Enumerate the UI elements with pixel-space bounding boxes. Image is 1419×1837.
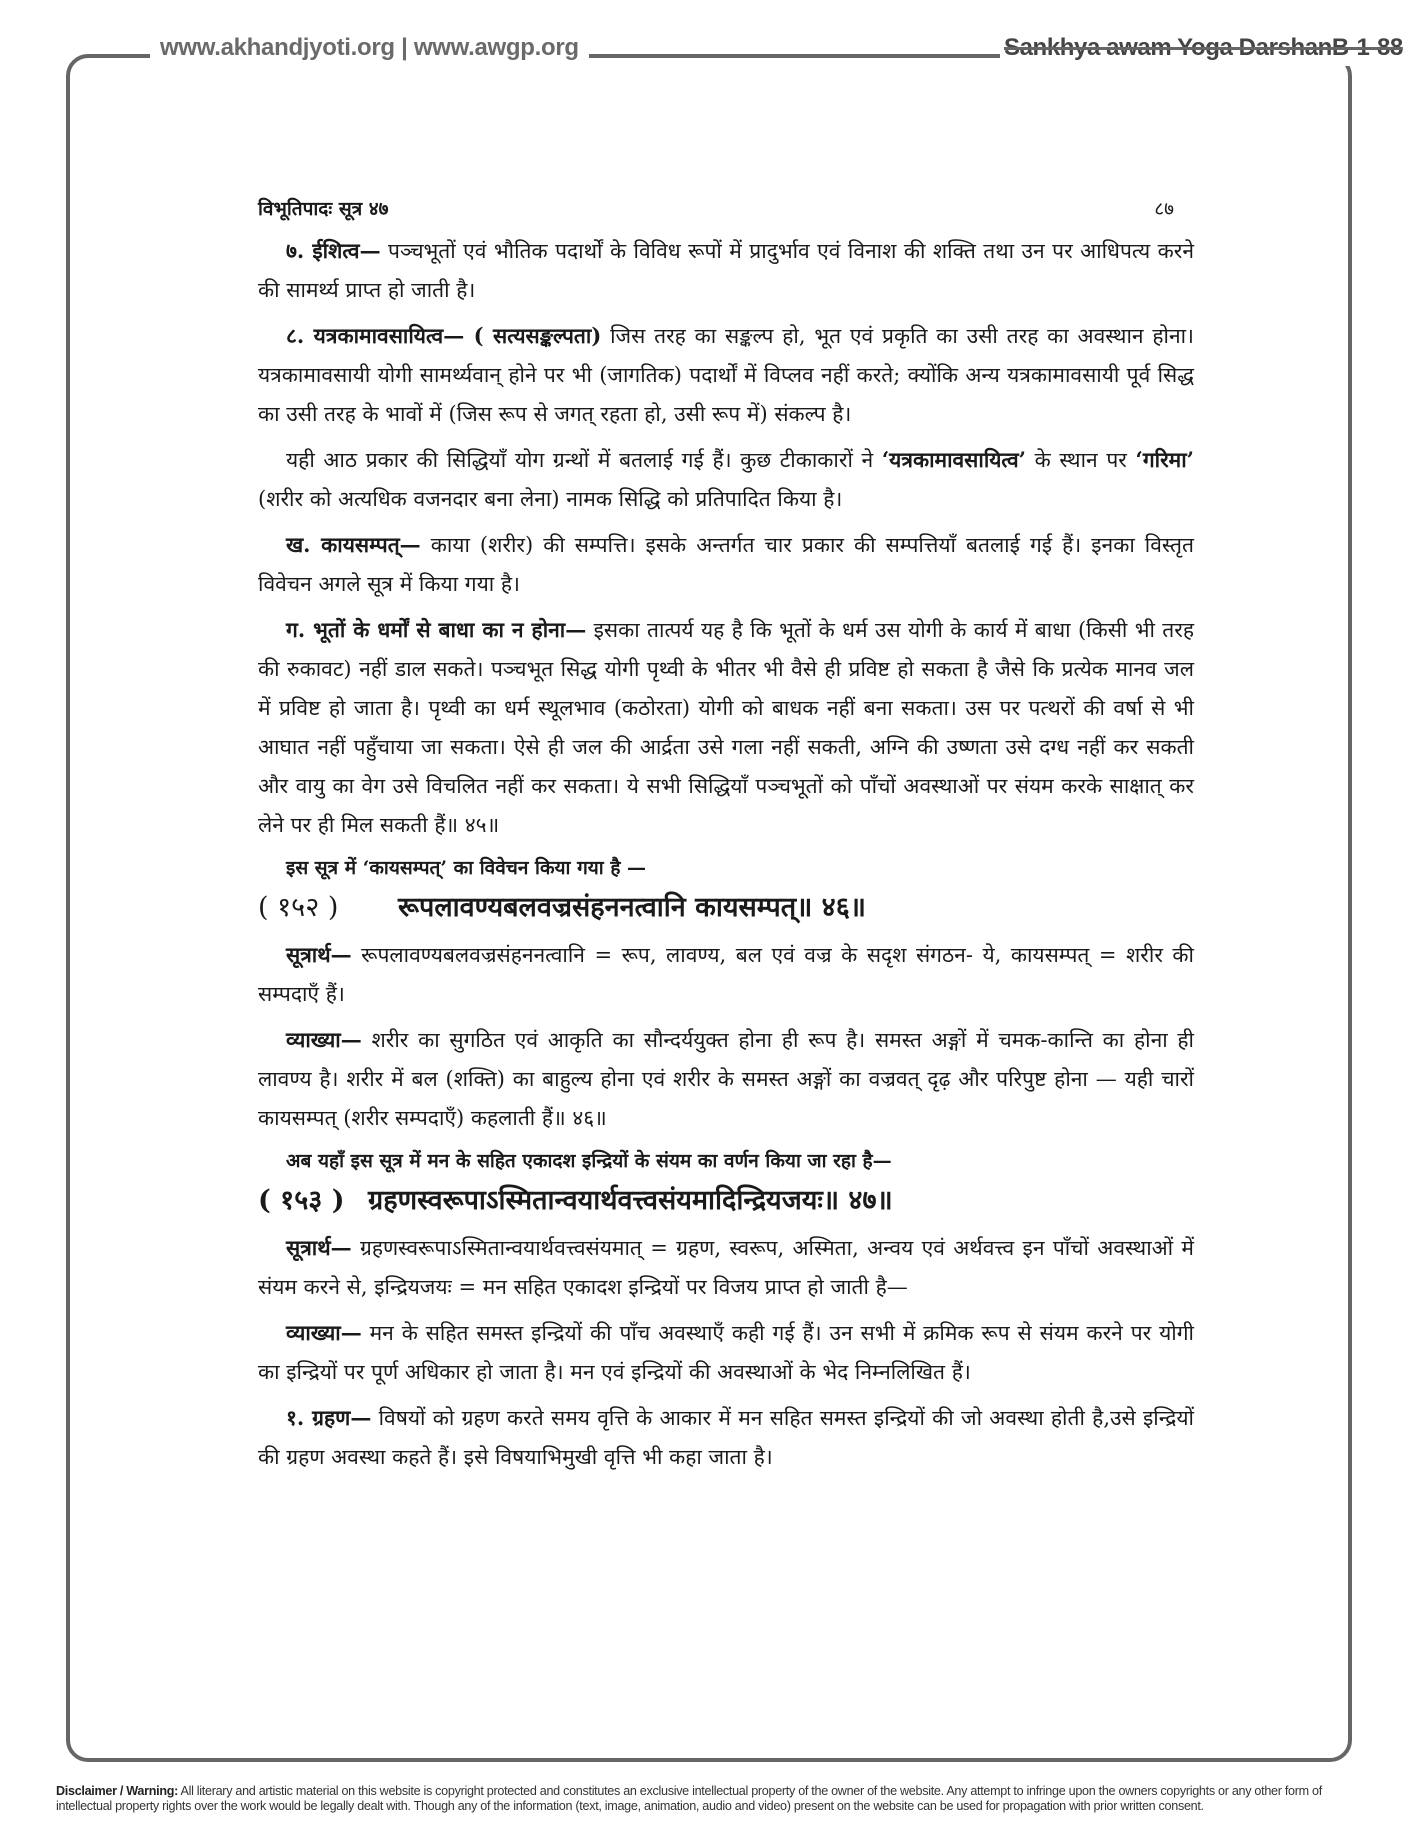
paragraph-text: जिस तरह का सङ्कल्प हो, भूत एवं प्रकृति का उसी तरह का अवस्थान होना। यत्रकामावसायी योगी सामर्थ्यवान् होने पर भी (जागतिक) पदार्थों में विप्लव नहीं करते; क्योंकि अन्य यत्रकामावसायी पूर्व सिद्ध का उसी तरह के भावों में (जिस रूप से जगत् रहता हो, उसी रूप में) संकल्प है।	[258, 324, 1194, 426]
paragraph-kayasampat	[258, 525, 1194, 604]
term-label: व्याख्या—	[286, 1320, 362, 1345]
sutra-text: ग्रहणस्वरूपाऽस्मितान्वयार्थवत्त्वसंयमादिन्द्रियजयः॥ ४७॥	[368, 1185, 893, 1216]
website-header: www.akhandjyoti.org | www.awgp.org	[150, 30, 589, 66]
term-label: ख. कायसम्पत्—	[286, 532, 421, 557]
paragraph-yatrakamavasayitva	[258, 316, 1194, 434]
paragraph-text: के स्थान पर	[1026, 448, 1136, 472]
term-label: ७. ईशित्व—	[286, 238, 381, 263]
term-label: ८. यत्रकामावसायित्व— ( सत्यसङ्कल्पता)	[286, 323, 602, 348]
page-content	[258, 195, 1194, 1483]
running-head	[258, 195, 1194, 221]
sutra-153-grahana	[258, 1398, 1194, 1477]
disclaimer-text: All literary and artistic material on this website is copyright protected and constitutes an exclusive intellectual property of the owner of the website. Any attempt to infringe upon the owners copyrights or any other form of intellectual property rights over the work would be legally dealt with. Though any of the information (text, image, animation, audio and video) present on the website can be used for propagation with prior written consent.	[56, 1784, 1322, 1813]
disclaimer-label: Disclaimer / Warning:	[56, 1784, 178, 1798]
book-title-header	[1000, 30, 1409, 66]
sutra-153-heading	[258, 1178, 1194, 1224]
sutra-153-sutrartha	[258, 1228, 1194, 1307]
sutra-153-vyakhya	[258, 1313, 1194, 1392]
term-label: ‘यत्रकामावसायित्व’	[881, 447, 1026, 472]
sutra-text: रूपलावण्यबलवज्रसंहननत्वानि कायसम्पत्॥ ४६॥	[398, 892, 866, 923]
paragraph-eight-siddhis	[258, 440, 1194, 519]
term-label: ग. भूतों के धर्मों से बाधा का न होना—	[286, 617, 587, 642]
page-number: ८७	[1154, 198, 1174, 220]
paragraph-text: पञ्चभूतों एवं भौतिक पदार्थों के विविध रूपों में प्रादुर्भाव एवं विनाश की शक्ति तथा उन पर आधिपत्य करने की सामर्थ्य प्राप्त हो जाती है।	[258, 239, 1194, 302]
paragraph-text: यही आठ प्रकार की सिद्धियाँ योग ग्रन्थों में बतलाई गई हैं। कुछ टीकाकारों ने	[286, 448, 882, 472]
term-label: १. ग्रहण—	[286, 1405, 372, 1430]
chapter-reference: विभूतिपादः सूत्र ४७	[258, 198, 389, 220]
sutra-152-intro: इस सूत्र में ‘कायसम्पत्’ का विवेचन किया गया है —	[286, 857, 647, 879]
paragraph-text: शरीर का सुगठित एवं आकृति का सौन्दर्ययुक्त होना ही रूप है। समस्त अङ्गों में चमक-कान्ति का होना ही लावण्य है। शरीर में बल (शक्ति) का बाहुल्य होना एवं शरीर के समस्त अङ्गों का वज्रवत् दृढ़ और परिपुष्ट होना — यही चारों कायसम्पत् (शरीर सम्पदाएँ) कहलाती हैं॥ ४६॥	[258, 1028, 1194, 1130]
paragraph-text: इसका तात्पर्य यह है कि भूतों के धर्म उस योगी के कार्य में बाधा (किसी भी तरह की रुकावट) नहीं डाल सकते। पञ्चभूत सिद्ध योगी पृथ्वी के भीतर भी वैसे ही प्रविष्ट हो सकता है जैसे कि प्रत्येक मानव जल में प्रविष्ट हो जाता है। पृथ्वी का धर्म स्थूलभाव (कठोरता) योगी को बाधक नहीं बना सकता। उस पर पत्थरों की वर्षा से भी आघात नहीं पहुँचाया जा सकता। ऐसे ही जल की आर्द्रता उसे गला नहीं सकती, अग्नि की उष्णता उसे दग्ध नहीं कर सकती और वायु का वेग उसे विचलित नहीं कर सकता। ये सभी सिद्धियाँ पञ्चभूतों को पाँचों अवस्थाओं पर संयम करके साक्षात् कर लेने पर ही मिल सकती हैं॥ ४५॥	[258, 618, 1194, 837]
term-label: व्याख्या—	[286, 1027, 362, 1052]
sutra-152-heading	[258, 885, 1194, 931]
book-title-text: Sankhya awam Yoga DarshanB-1-88	[1004, 34, 1403, 61]
sutra-152-sutrartha	[258, 935, 1194, 1014]
paragraph-bhuta-dharma	[258, 610, 1194, 845]
paragraph-text: ग्रहणस्वरूपाऽस्मितान्वयार्थवत्त्वसंयमात् = ग्रहण, स्वरूप, अस्मिता, अन्वय एवं अर्थवत्त्व इन पाँचों अवस्थाओं में संयम करने से, इन्द्रियजयः = मन सहित एकादश इन्द्रियों पर विजय प्राप्त हो जाती है—	[258, 1236, 1194, 1299]
paragraph-text: (शरीर को अत्यधिक वजनदार बना लेना) नामक सिद्धि को प्रतिपादित किया है।	[258, 487, 843, 511]
term-label: सूत्रार्थ—	[286, 1235, 352, 1260]
term-label: सूत्रार्थ—	[286, 942, 352, 967]
paragraph-ishitva	[258, 231, 1194, 310]
paragraph-text: मन के सहित समस्त इन्द्रियों की पाँच अवस्थाएँ कही गई हैं। उन सभी में क्रमिक रूप से संयम करने पर योगी का इन्द्रियों पर पूर्ण अधिकार हो जाता है। मन एवं इन्द्रियों की अवस्थाओं के भेद निम्नलिखित हैं।	[258, 1321, 1194, 1384]
term-label: ‘गरिमा’	[1135, 447, 1194, 472]
sutra-152-vyakhya	[258, 1020, 1194, 1138]
sutra-153-intro: अब यहाँ इस सूत्र में मन के सहित एकादश इन्द्रियों के संयम का वर्णन किया जा रहा है—	[286, 1150, 892, 1172]
paragraph-text: रूपलावण्यबलवज्रसंहननत्वानि = रूप, लावण्य, बल एवं वज्र के सदृश संगठन- ये, कायसम्पत् = शरीर की सम्पदाएँ हैं।	[258, 943, 1194, 1006]
paragraph-text: विषयों को ग्रहण करते समय वृत्ति के आकार में मन सहित समस्त इन्द्रियों की जो अवस्था होती है,उसे इन्द्रियों की ग्रहण अवस्था कहते हैं। इसे विषयाभिमुखी वृत्ति भी कहा जाता है।	[258, 1406, 1194, 1469]
sutra-number: ( १५३ )	[258, 1185, 345, 1216]
sutra-number: ( १५२ )	[258, 892, 339, 923]
copyright-disclaimer	[56, 1784, 1376, 1814]
paragraph-text: काया (शरीर) की सम्पत्ति। इसके अन्तर्गत चार प्रकार की सम्पत्तियाँ बतलाई गई हैं। इनका विस्तृत विवेचन अगले सूत्र में किया गया है।	[258, 533, 1194, 596]
